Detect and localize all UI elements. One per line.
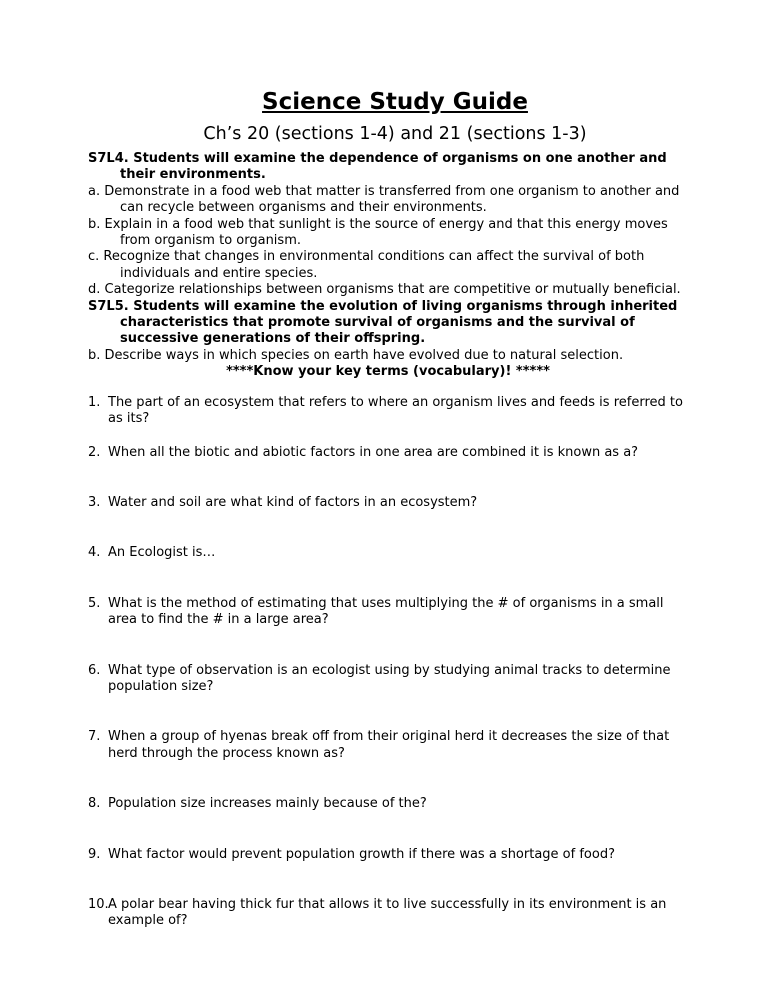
standard-s7l4-item-b: b. Explain in a food web that sunlight is the source of energy and that this energy moves from organism to organism. bbox=[88, 216, 668, 249]
question-number: 4. bbox=[88, 545, 101, 561]
question-item bbox=[88, 445, 688, 461]
vocab-reminder: ****Know your key terms (vocabulary)! ***** bbox=[226, 364, 550, 380]
standard-s7l4-heading: S7L4. Students will examine the dependence of organisms on one another and their environments. bbox=[88, 151, 667, 183]
question-number: 10. bbox=[88, 896, 109, 912]
page-title: Science Study Guide bbox=[262, 89, 528, 115]
question-text: What type of observation is an ecologist using by studying animal tracks to determine population size? bbox=[108, 662, 671, 694]
standards-section bbox=[88, 151, 688, 364]
question-text: An Ecologist is… bbox=[108, 545, 216, 561]
standard-s7l5-heading: S7L5. Students will examine the evolution of living organisms through inherited characteristics that promote survival of organisms and the survival of successive generations of their offspring. bbox=[88, 298, 678, 347]
question-text: What factor would prevent population growth if there was a shortage of food? bbox=[108, 846, 615, 862]
question-item bbox=[88, 596, 688, 629]
question-number: 7. bbox=[88, 729, 101, 745]
question-item bbox=[88, 847, 688, 863]
question-item bbox=[88, 897, 688, 930]
question-item bbox=[88, 545, 688, 561]
question-number: 2. bbox=[88, 444, 101, 460]
question-item bbox=[88, 796, 688, 812]
standard-s7l4-item-c: c. Recognize that changes in environmental conditions can affect the survival of both individuals and entire species. bbox=[88, 249, 645, 281]
question-number: 9. bbox=[88, 846, 101, 862]
question-text: Water and soil are what kind of factors in an ecosystem? bbox=[108, 494, 478, 510]
question-number: 5. bbox=[88, 595, 101, 611]
question-text: When a group of hyenas break off from their original herd it decreases the size of that herd through the process known as? bbox=[108, 729, 670, 761]
study-guide-page bbox=[88, 88, 688, 930]
question-text: A polar bear having thick fur that allows it to live successfully in its environment is an example of? bbox=[108, 896, 667, 929]
question-number: 8. bbox=[88, 796, 101, 812]
question-text: Population size increases mainly because of the? bbox=[108, 796, 427, 812]
question-item bbox=[88, 395, 688, 428]
question-item bbox=[88, 495, 688, 511]
question-text: What is the method of estimating that uses multiplying the # of organisms in a small area to find the # in a large area? bbox=[108, 595, 664, 628]
question-number: 1. bbox=[88, 394, 101, 410]
question-text: When all the biotic and abiotic factors in one area are combined it is known as a? bbox=[108, 444, 639, 460]
question-list bbox=[88, 395, 688, 930]
standard-s7l5-item-b: b. Describe ways in which species on earth have evolved due to natural selection. bbox=[88, 347, 624, 363]
question-item bbox=[88, 729, 688, 762]
page-subtitle: Ch’s 20 (sections 1-4) and 21 (sections 1-3) bbox=[203, 124, 587, 144]
question-number: 3. bbox=[88, 494, 101, 510]
question-number: 6. bbox=[88, 662, 101, 678]
standard-s7l4-item-d: d. Categorize relationships between organisms that are competitive or mutually beneficial. bbox=[88, 282, 681, 298]
standard-s7l4-item-a: a. Demonstrate in a food web that matter is transferred from one organism to another and can recycle between organisms and their environments. bbox=[88, 183, 680, 216]
question-item bbox=[88, 663, 688, 696]
question-text: The part of an ecosystem that refers to where an organism lives and feeds is referred to as its? bbox=[108, 394, 683, 427]
